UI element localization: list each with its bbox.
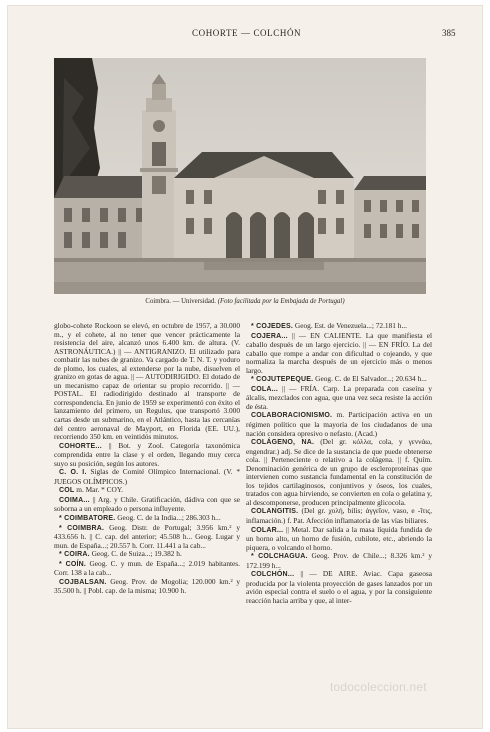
headword: COLANGITIS. (251, 508, 299, 516)
headword: * COJEDES. (251, 323, 294, 330)
entry-body: Geog. C. de Suiza...; 19.382 h. (91, 549, 182, 559)
entry-coi (54, 468, 240, 486)
entry-body: m. Mar. * COY. (76, 485, 124, 495)
headword: COLA... (251, 385, 279, 393)
entry-body: Geog. C. de El Salvador...; 20.634 h... (315, 374, 427, 384)
entry-body: Siglas de Comité Olímpico Internacional. (V. * JUEGOS OLÍMPICOS.) (54, 467, 240, 486)
entry-colar (246, 526, 432, 553)
university-photo (54, 58, 426, 294)
entry-cohete-continuation: globo-cohete Rockoon se elevó, en octubre de 1957, a 30.000 m., y el cohete, al no tener que vencer prácticamente la resistencia del aire, alcanzó unos 6.400 km. de altura. (V. ASTRONÁUTICA.) || — ANTIGRANIZO. El utilizado para combatir las nubes de granizo. Va cargado de T. N. T. y yoduro de plomo, los cuales, al extenderse por la nube, disuelven el granizo en gotas de agua. || — AUTODIRIGIDO. El dotado de un mecanismo capaz de orientar su propio recorrido. || — POSTAL. El radiodirigido destinado al transporte de correspondencia. En junio de 1959 se experimentó con éxito el lanzamiento del primero, un Regulus, que transportó 3.000 cartas desde un submarino, en el Atlántico, hasta las cercanías del centro aeronaval de Mayport, en Florida (EE. UU.), recorriendo 350 km. en veintidós minutos. (54, 321, 240, 442)
entry-body: || — EN CALIENTE. La que manifiesta el caballo después de un largo ejercicio. || — EN FRÍO. La del caballo que rompe a andar con dificultad o cojeando, y que normaliza la marcha después de un ejercicio más o menos largo. (246, 330, 433, 375)
book-page (8, 6, 482, 728)
headword: COL (59, 487, 75, 495)
entry-colaboracionismo (246, 411, 432, 438)
entry-cojbalsan (54, 578, 240, 596)
entry-body: Geog. Distr. de Portugal; 3.956 km.² y 433.656 h. || C. cap. del anterior; 45.508 h... Geog. Lugar y mun. de España...; 20.557 h. Corr. 11.441 a la cab... (54, 522, 240, 550)
entry-colageno (246, 438, 432, 507)
headword: COLABORACIONISMO. (251, 412, 333, 420)
headword: * COÍN. (59, 560, 87, 568)
headword: COHORTE... (59, 442, 102, 450)
site-watermark: todocoleccion.net (330, 680, 427, 694)
headword: COLÁGENO, NA. (251, 439, 315, 447)
entry-coin (54, 560, 240, 578)
headword: COLCHÓN... (251, 571, 295, 579)
entry-body: Geog. C. y mun. de España...; 2.019 habitantes. Corr. 138 a la cab... (54, 558, 240, 578)
entry-colangitis (246, 507, 432, 525)
headword: * COJUTEPEQUE. (251, 376, 314, 384)
right-column (246, 322, 432, 606)
entry-body: || Bot. y Zool. Categoría taxonómica comprendida entre la clase y el orden, llegando muy cerca suyo su posición, según los autores. (54, 440, 240, 468)
headword: COLAR... (251, 526, 284, 534)
entry-body: || — DE AIRE. Aviac. Capa gaseosa producida por la violenta proyección de gases lanzados por un avión especial contra el suelo o el agua, y por la consiguiente reacción hacia arriba y que, al inter- (246, 569, 433, 605)
entry-cojera (246, 332, 432, 376)
running-header (8, 28, 482, 42)
entry-body: Geog. Prov. de Chile...; 8.326 km.² y 172.199 h... (246, 551, 432, 570)
entry-body: Geog. C. de la India...; 286.303 h... (117, 513, 221, 523)
headword: * COIMBRA. (59, 524, 105, 532)
entry-body: || — FRÍA. Carp. La preparada con caseína y álcalis, mezclados con agua, que una vez seca resiste la acción de ésta. (246, 383, 432, 411)
caption-main: Coimbra. — Universidad. (145, 298, 217, 305)
entry-body: || Arg. y Chile. Gratificación, dádiva con que se soborna a un empleado o persona influyente. (54, 494, 240, 514)
headword: C. O. I. (59, 469, 87, 477)
entry-coima (54, 496, 240, 514)
caption-credit: (Foto facilitada por la Embajada de Portugal) (217, 298, 345, 305)
entry-colchagua (246, 552, 432, 570)
headword: * COLCHAGUA. (251, 553, 308, 561)
entry-cohorte (54, 442, 240, 469)
entry-body: m. Participación activa en un régimen político que la mayoría de los ciudadanos de una nación considera opresivo o nefasto. (Acad.) (246, 410, 432, 438)
headword: * COIMBATORE. (59, 515, 116, 523)
entry-colchon (246, 570, 432, 605)
entry-body: (Del gr. χολή, bilis; ἀγγεῖον, vaso, e -ῖτις, inflamación.) f. Pat. Afección inflamatoria de las vías biliares. (246, 506, 432, 526)
photo-illustration (54, 58, 426, 294)
entry-body: Geog. Est. de Venezuela...; 72.181 h... (294, 321, 407, 330)
headword: * COIRA. (59, 551, 90, 559)
header-title: COHORTE — COLCHÓN (192, 28, 302, 38)
headword: COJBALSAN. (59, 578, 107, 586)
photo-caption (8, 298, 482, 305)
entry-body: (Del gr. κόλλα, cola, y γεννάω, engendrar.) adj. Se dice de la sustancia de que puede obtenerse cola. || Perteneciente o relativo a la colágena. || f. Quím. Denominación genérica de un grupo de escleroproteínas que intervienen como sustancia fundamental en la constitución de los tejidos cartilaginosos, conjuntivos y óseos, los cuales, tratados con agua hirviendo, se convierten en cola o gelatina y, al descomponerse, producen principalmente glicocola. (246, 437, 432, 507)
headword: COIMA... (59, 496, 90, 504)
entry-coimbra (54, 524, 240, 551)
entry-body: Geog. Prov. de Mogolia; 120.000 km.² y 35.500 h. || Pobl. cap. de la misma; 10.900 h. (54, 576, 240, 596)
left-column (54, 322, 240, 596)
headword: COJERA... (251, 332, 288, 340)
entry-cola (246, 385, 432, 412)
page-number: 385 (442, 28, 456, 38)
entry-body: || Metal. Dar salida a la masa líquida fundida de un horno alto, un horno de fusión, cubilote, etc., abriendo la piquera, o volcando el horno. (246, 524, 432, 552)
